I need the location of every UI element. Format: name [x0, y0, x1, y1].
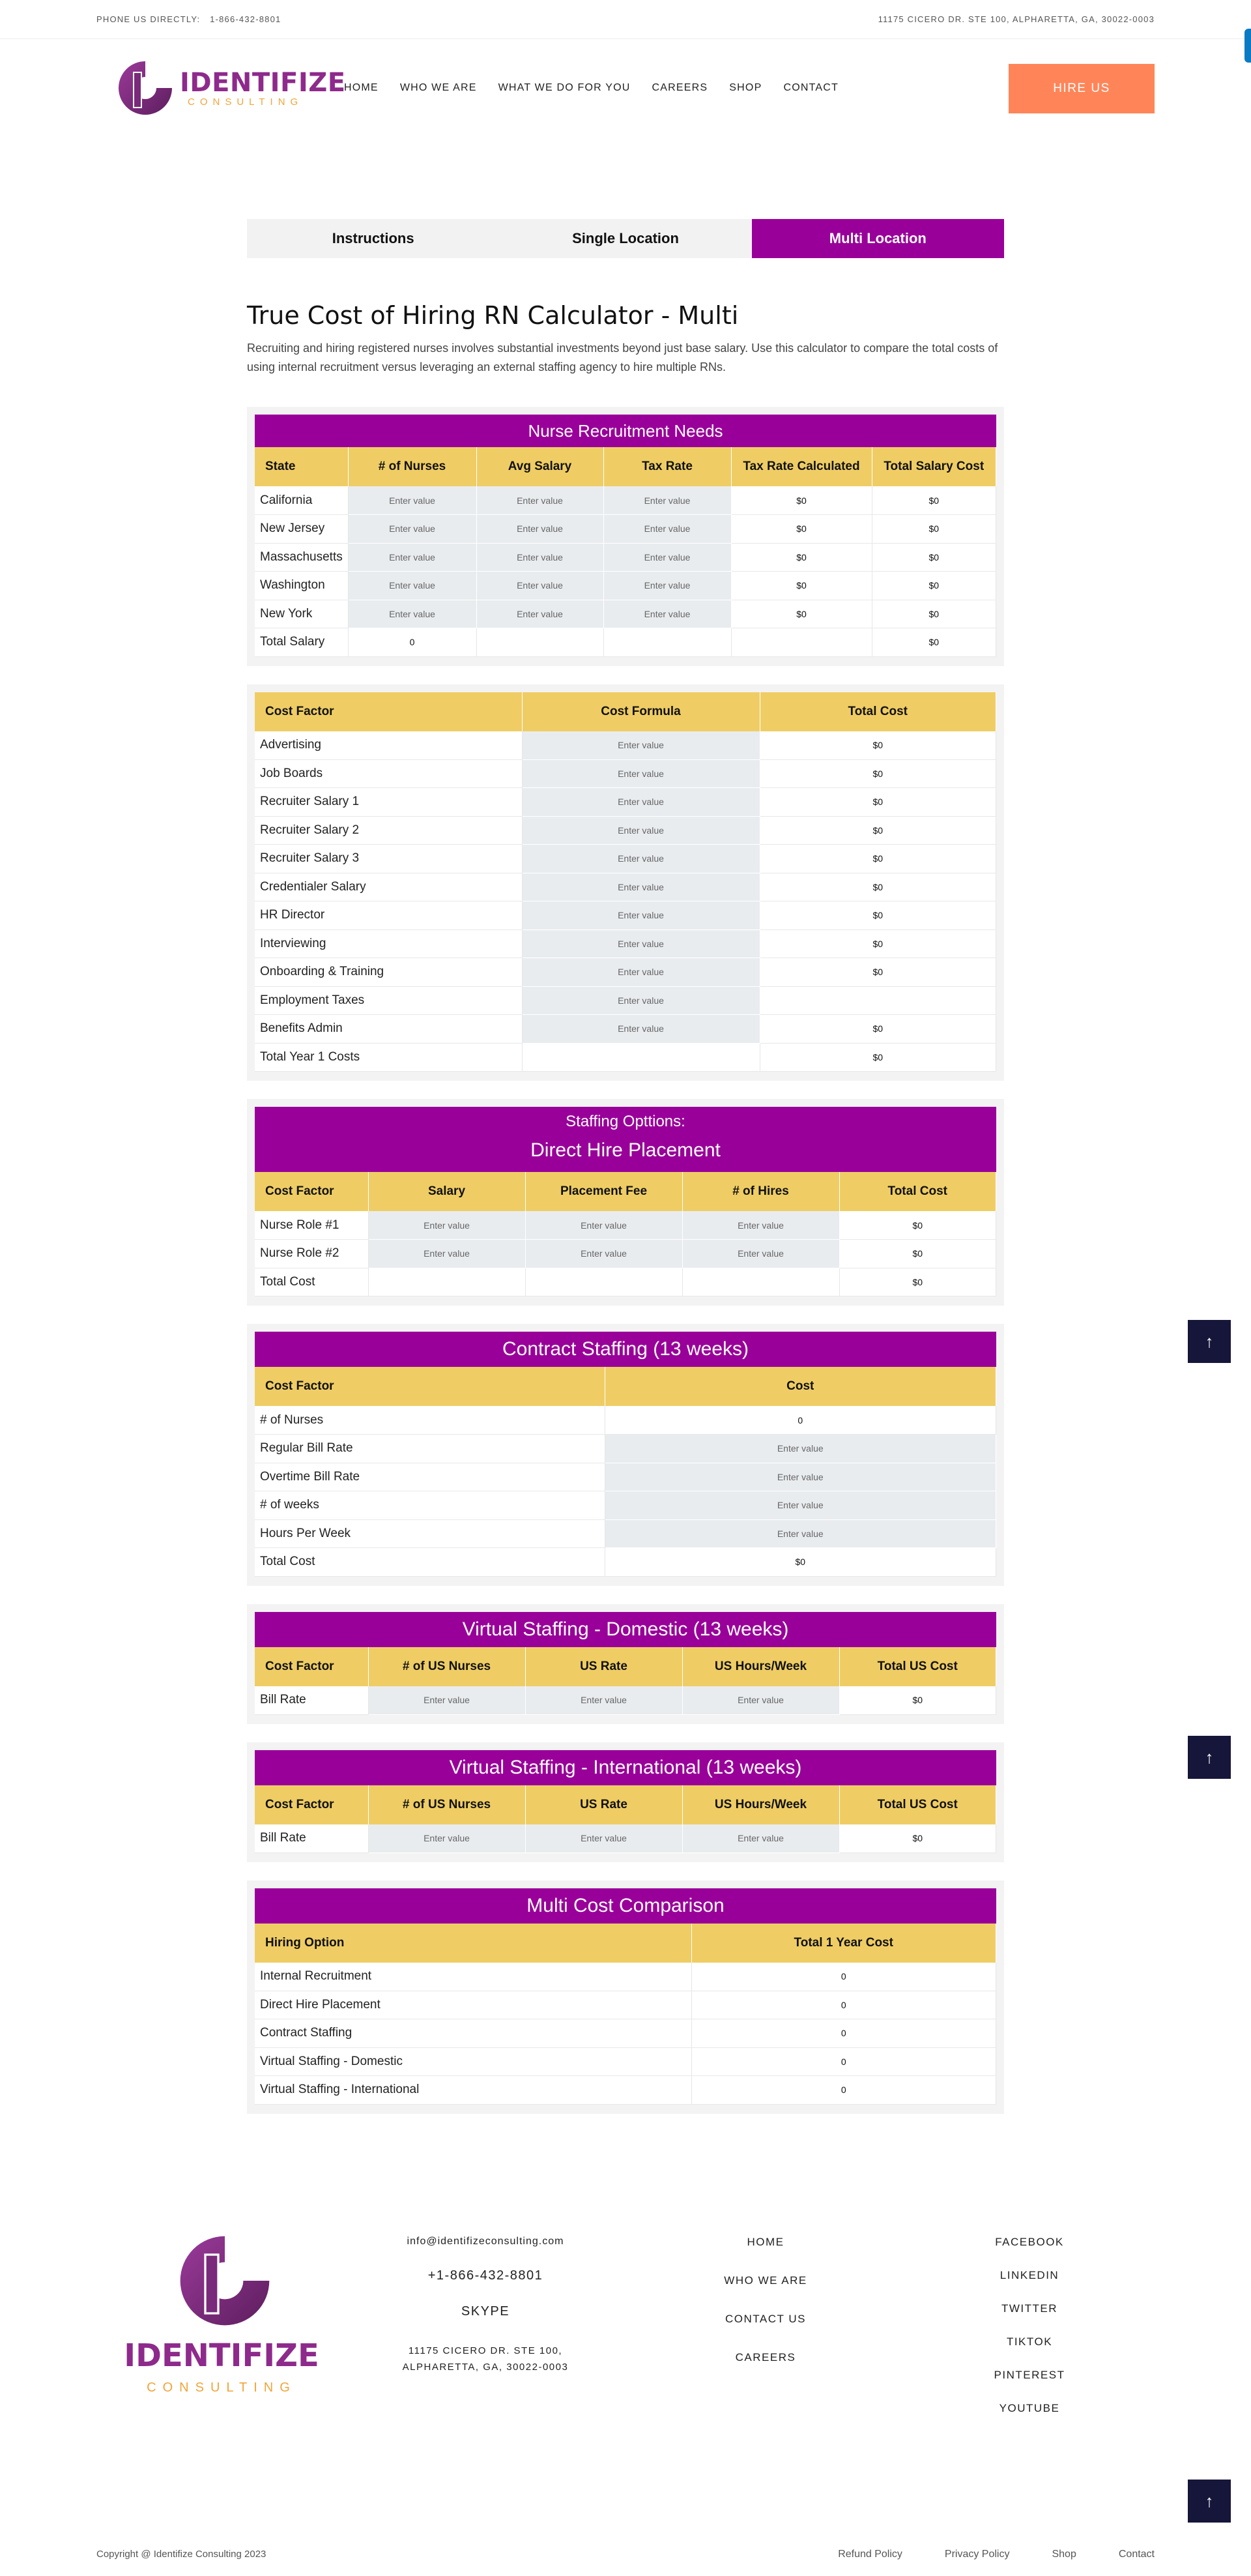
- table-row: [255, 1824, 996, 1853]
- footer-nav: [704, 2236, 827, 2390]
- empty-cell: [522, 1043, 760, 1072]
- bill-rate-label: Bill Rate: [255, 1824, 368, 1853]
- contract-staffing-card: [247, 1324, 1004, 1586]
- cost-formula-input[interactable]: Enter value: [522, 958, 760, 987]
- footer-address-line1: 11175 CICERO DR. STE 100,: [408, 2345, 563, 2356]
- hiring-option-cost: 0: [691, 2019, 996, 2048]
- table-row: [255, 2047, 996, 2076]
- table-row: [255, 543, 996, 572]
- virtual-international-card: [247, 1742, 1004, 1862]
- weeks-input[interactable]: Enter value: [605, 1491, 996, 1520]
- empty-cell: [731, 628, 872, 657]
- tax-rate-input[interactable]: Enter value: [603, 572, 731, 600]
- col-header: Salary: [368, 1172, 525, 1211]
- col-header: Cost Factor: [255, 1785, 368, 1824]
- placement-fee-input[interactable]: Enter value: [525, 1240, 682, 1268]
- page-title: True Cost of Hiring RN Calculator - Multi: [247, 301, 739, 330]
- privacy-policy-link[interactable]: Privacy Policy: [944, 2549, 1010, 2560]
- salary-input[interactable]: Enter value: [368, 1211, 525, 1240]
- top-address: 11175 CICERO DR. STE 100, ALPHARETTA, GA, 30022-0003: [878, 14, 1155, 24]
- total-salary-value: $0: [872, 515, 996, 544]
- col-header: Tax Rate: [603, 447, 731, 486]
- copyright: [96, 2549, 266, 2560]
- scroll-top-button[interactable]: [1188, 1736, 1231, 1779]
- state-label: New Jersey: [255, 515, 348, 544]
- col-header: Cost Formula: [522, 692, 760, 731]
- cost-factor-label: Employment Taxes: [255, 986, 522, 1015]
- site-header: [0, 39, 1251, 137]
- tax-rate-input[interactable]: Enter value: [603, 486, 731, 515]
- direct-hire-table: [255, 1172, 996, 1296]
- footer-twitter-link[interactable]: TWITTER: [1001, 2302, 1058, 2315]
- cost-formula-input[interactable]: Enter value: [522, 1015, 760, 1044]
- col-header: Total Salary Cost: [872, 447, 996, 486]
- nav-contact[interactable]: CONTACT: [783, 82, 839, 93]
- col-header: # of US Nurses: [368, 1647, 525, 1686]
- phone-label: PHONE US DIRECTLY:: [96, 14, 201, 24]
- hiring-option-label: Internal Recruitment: [255, 1963, 691, 1991]
- tax-rate-input[interactable]: Enter value: [603, 515, 731, 544]
- table-row: [255, 486, 996, 515]
- footer-address: [391, 2343, 580, 2375]
- overtime-bill-rate-input[interactable]: Enter value: [605, 1463, 996, 1491]
- page-description: Recruiting and hiring registered nurses involves substantial investments beyond just base salary. Use this calculator to compare the total costs of using internal recruitment versus leveraging an external staffing agency to hire multiple RNs.: [247, 342, 998, 373]
- table-row: [255, 515, 996, 544]
- cost-formula-input[interactable]: Enter value: [522, 873, 760, 901]
- us-rate-input[interactable]: Enter value: [525, 1824, 682, 1853]
- nav-who-we-are[interactable]: WHO WE ARE: [399, 82, 477, 93]
- col-header: Avg Salary: [476, 447, 603, 486]
- copyright-prefix: Copyright @: [96, 2549, 151, 2560]
- comparison-card: [247, 1881, 1004, 2114]
- table-row: [255, 1963, 996, 1991]
- cost-factor-label: Benefits Admin: [255, 1015, 522, 1044]
- footer-skype-link[interactable]: SKYPE: [461, 2304, 510, 2319]
- cost-formula-input[interactable]: Enter value: [522, 759, 760, 788]
- col-header: Total US Cost: [839, 1647, 996, 1686]
- empty-cell: [682, 1268, 839, 1296]
- recruitment-card: [247, 407, 1004, 666]
- direct-hire-card: [247, 1099, 1004, 1306]
- salary-input[interactable]: Enter value: [476, 515, 603, 544]
- footer-pinterest-link[interactable]: PINTEREST: [994, 2369, 1065, 2381]
- total-row: [255, 1043, 996, 1072]
- nav-home[interactable]: HOME: [344, 82, 379, 93]
- arrow-up-icon: ↑: [1205, 2491, 1214, 2511]
- us-nurses-input[interactable]: Enter value: [368, 1824, 525, 1853]
- logo-mark-icon: [116, 59, 175, 117]
- hiring-option-cost: 0: [691, 1991, 996, 2019]
- virtual-domestic-card: [247, 1604, 1004, 1724]
- col-header: Total US Cost: [839, 1785, 996, 1824]
- tax-calculated-value: $0: [731, 486, 872, 515]
- tax-calculated-value: $0: [731, 515, 872, 544]
- cost-total-value: $0: [760, 845, 996, 873]
- table-row: [255, 901, 996, 930]
- nurses-count-value: 0: [605, 1406, 996, 1435]
- nurses-input[interactable]: Enter value: [348, 572, 476, 600]
- table-row: [255, 2019, 996, 2048]
- total-us-cost-value: $0: [839, 1824, 996, 1853]
- table-row: [255, 572, 996, 600]
- table-row: [255, 1463, 996, 1491]
- salary-input[interactable]: Enter value: [368, 1240, 525, 1268]
- cost-total-value: $0: [760, 929, 996, 958]
- us-hours-input[interactable]: Enter value: [682, 1686, 839, 1715]
- us-nurses-input[interactable]: Enter value: [368, 1686, 525, 1715]
- table-row: [255, 816, 996, 845]
- salary-input[interactable]: Enter value: [476, 600, 603, 628]
- table-row: [255, 1686, 996, 1715]
- col-header: Cost Factor: [255, 692, 522, 731]
- table-row: [255, 788, 996, 817]
- table-row: [255, 600, 996, 628]
- footer-nav-who-we-are[interactable]: WHO WE ARE: [724, 2274, 807, 2287]
- refund-policy-link[interactable]: Refund Policy: [838, 2549, 902, 2560]
- virtual-domestic-title: Virtual Staffing - Domestic (13 weeks): [255, 1612, 996, 1647]
- footer-phone-link[interactable]: +1-866-432-8801: [427, 2268, 543, 2283]
- logo-mark-icon: [176, 2232, 274, 2330]
- cost-formula-input[interactable]: Enter value: [522, 816, 760, 845]
- scroll-top-button[interactable]: [1188, 2480, 1231, 2523]
- hours-per-week-label: Hours Per Week: [255, 1519, 605, 1548]
- logo-wordmark: IDENTIFIZE: [180, 67, 346, 98]
- col-header: US Hours/Week: [682, 1785, 839, 1824]
- hours-per-week-input[interactable]: Enter value: [605, 1519, 996, 1548]
- cost-total-value: $0: [760, 958, 996, 987]
- comparison-title: Multi Cost Comparison: [255, 1888, 996, 1924]
- footer-logo-wordmark: IDENTIFIZE: [124, 2337, 319, 2374]
- logo-tagline: CONSULTING: [188, 96, 304, 108]
- footer-facebook-link[interactable]: FACEBOOK: [995, 2236, 1064, 2248]
- total-cost-label: Total Cost: [255, 1268, 368, 1296]
- col-header: Cost Factor: [255, 1367, 605, 1406]
- table-row: [255, 1519, 996, 1548]
- hiring-option-cost: 0: [691, 1963, 996, 1991]
- arrow-up-icon: ↑: [1205, 1747, 1214, 1767]
- table-row: [255, 2076, 996, 2105]
- state-label: Massachusetts: [255, 543, 348, 572]
- footer-tiktok-link[interactable]: TIKTOK: [1006, 2335, 1053, 2348]
- nurses-input[interactable]: Enter value: [348, 600, 476, 628]
- empty-cell: [603, 628, 731, 657]
- role-label: Nurse Role #2: [255, 1240, 368, 1268]
- scroll-top-button[interactable]: [1188, 1320, 1231, 1363]
- tab-instructions[interactable]: Instructions: [332, 230, 414, 246]
- footer-youtube-link[interactable]: YOUTUBE: [999, 2402, 1060, 2414]
- col-header: # of Nurses: [348, 447, 476, 486]
- total-cost-label: Total Cost: [255, 1548, 605, 1577]
- cost-factors-card: [247, 684, 1004, 1081]
- total-salary-label: Total Salary: [255, 628, 348, 657]
- placement-fee-input[interactable]: Enter value: [525, 1211, 682, 1240]
- col-header: Cost: [605, 1367, 996, 1406]
- col-header: # of Hires: [682, 1172, 839, 1211]
- hiring-option-label: Contract Staffing: [255, 2019, 691, 2048]
- footer-legal-links: [796, 2549, 1155, 2560]
- salary-input[interactable]: Enter value: [476, 486, 603, 515]
- phone-number-link[interactable]: 1-866-432-8801: [210, 14, 281, 24]
- direct-hire-title: Direct Hire Placement: [255, 1134, 996, 1172]
- table-row: [255, 1991, 996, 2019]
- table-row: [255, 1211, 996, 1240]
- salary-input[interactable]: Enter value: [476, 543, 603, 572]
- cost-formula-input[interactable]: Enter value: [522, 788, 760, 817]
- empty-cell: [368, 1268, 525, 1296]
- hiring-option-label: Virtual Staffing - Domestic: [255, 2047, 691, 2076]
- empty-cell: [525, 1268, 682, 1296]
- cost-total-value: $0: [760, 873, 996, 901]
- cost-factor-label: Recruiter Salary 1: [255, 788, 522, 817]
- table-row: [255, 958, 996, 987]
- state-label: Washington: [255, 572, 348, 600]
- hiring-option-cost: 0: [691, 2076, 996, 2105]
- tab-single-location[interactable]: Single Location: [572, 230, 679, 246]
- col-header: # of US Nurses: [368, 1785, 525, 1824]
- nurses-input[interactable]: Enter value: [348, 486, 476, 515]
- state-label: New York: [255, 600, 348, 628]
- cost-total-value: [760, 986, 996, 1015]
- us-hours-input[interactable]: Enter value: [682, 1824, 839, 1853]
- salary-input[interactable]: Enter value: [476, 572, 603, 600]
- total-row: [255, 1548, 996, 1577]
- total-salary-value: $0: [872, 486, 996, 515]
- tab-multi-location[interactable]: Multi Location: [752, 219, 1004, 258]
- cost-factor-label: Recruiter Salary 3: [255, 845, 522, 873]
- table-row: [255, 759, 996, 788]
- cost-total-value: $0: [760, 788, 996, 817]
- shop-link[interactable]: Shop: [1052, 2549, 1076, 2560]
- cost-factor-label: Advertising: [255, 731, 522, 760]
- contract-staffing-title: Contract Staffing (13 weeks): [255, 1332, 996, 1367]
- nurses-input[interactable]: Enter value: [348, 515, 476, 544]
- cost-total-value: $0: [760, 731, 996, 760]
- footer-nav-contact-us[interactable]: CONTACT US: [725, 2313, 806, 2325]
- cost-formula-input[interactable]: Enter value: [522, 731, 760, 760]
- main-nav: [344, 82, 860, 94]
- cost-factor-label: Credentialer Salary: [255, 873, 522, 901]
- cost-factors-table: [255, 692, 996, 1072]
- contract-total-value: $0: [605, 1548, 996, 1577]
- hiring-option-label: Virtual Staffing - International: [255, 2076, 691, 2105]
- total-nurses-value: 0: [348, 628, 476, 657]
- role-total-value: $0: [839, 1240, 996, 1268]
- table-row: [255, 929, 996, 958]
- footer-address-line2: ALPHARETTA, GA, 30022-0003: [402, 2362, 569, 2373]
- contact-link[interactable]: Contact: [1118, 2549, 1155, 2560]
- col-header: Hiring Option: [255, 1924, 691, 1963]
- tax-rate-input[interactable]: Enter value: [603, 600, 731, 628]
- table-row: [255, 1491, 996, 1520]
- footer-logo-tagline: CONSULTING: [147, 2380, 296, 2395]
- total-year1-value: $0: [760, 1043, 996, 1072]
- cost-total-value: $0: [760, 759, 996, 788]
- table-row: [255, 731, 996, 760]
- table-row: [255, 1240, 996, 1268]
- total-year1-label: Total Year 1 Costs: [255, 1043, 522, 1072]
- phone-contact: [96, 14, 281, 24]
- cost-formula-input[interactable]: Enter value: [522, 929, 760, 958]
- total-row: [255, 628, 996, 657]
- table-row: [255, 1435, 996, 1463]
- col-header: Total Cost: [839, 1172, 996, 1211]
- footer-logo[interactable]: [121, 2232, 323, 2395]
- recruitment-title: Nurse Recruitment Needs: [255, 415, 996, 447]
- col-header: Total 1 Year Cost: [691, 1924, 996, 1963]
- calculator-main: [247, 219, 1004, 2114]
- total-salary-cost-value: $0: [872, 628, 996, 657]
- cost-factor-label: Onboarding & Training: [255, 958, 522, 987]
- col-header: Cost Factor: [255, 1172, 368, 1211]
- cost-total-value: $0: [760, 901, 996, 930]
- calculator-tabs: [247, 219, 1004, 258]
- cost-factor-label: Interviewing: [255, 929, 522, 958]
- hires-input[interactable]: Enter value: [682, 1211, 839, 1240]
- contract-staffing-table: [255, 1367, 996, 1577]
- comparison-table: [255, 1924, 996, 2105]
- regular-bill-rate-label: Regular Bill Rate: [255, 1435, 605, 1463]
- direct-hire-total-value: $0: [839, 1268, 996, 1296]
- col-header: State: [255, 447, 348, 486]
- footer-contact: [391, 2236, 580, 2375]
- top-bar: [0, 0, 1251, 39]
- total-row: [255, 1268, 996, 1296]
- footer-social: [974, 2236, 1085, 2435]
- staffing-options-title: Staffing Opttions:: [255, 1107, 996, 1134]
- col-header: Cost Factor: [255, 1647, 368, 1686]
- nurses-count-label: # of Nurses: [255, 1406, 605, 1435]
- weeks-label: # of weeks: [255, 1491, 605, 1520]
- cost-formula-input[interactable]: Enter value: [522, 901, 760, 930]
- nav-careers[interactable]: CAREERS: [652, 82, 708, 93]
- recruitment-table: [255, 447, 996, 657]
- state-label: California: [255, 486, 348, 515]
- role-total-value: $0: [839, 1211, 996, 1240]
- hiring-option-cost: 0: [691, 2047, 996, 2076]
- total-salary-value: $0: [872, 600, 996, 628]
- table-row: [255, 873, 996, 901]
- virtual-international-title: Virtual Staffing - International (13 weeks): [255, 1750, 996, 1785]
- hires-input[interactable]: Enter value: [682, 1240, 839, 1268]
- cost-formula-input[interactable]: Enter value: [522, 845, 760, 873]
- table-row: [255, 1015, 996, 1044]
- total-us-cost-value: $0: [839, 1686, 996, 1715]
- col-header: Tax Rate Calculated: [731, 447, 872, 486]
- nav-what-we-do[interactable]: WHAT WE DO FOR YOU: [498, 82, 631, 93]
- hire-us-button[interactable]: HIRE US: [1009, 64, 1155, 113]
- total-salary-value: $0: [872, 572, 996, 600]
- virtual-international-table: [255, 1785, 996, 1853]
- table-row: [255, 845, 996, 873]
- empty-cell: [476, 628, 603, 657]
- regular-bill-rate-input[interactable]: Enter value: [605, 1435, 996, 1463]
- total-salary-value: $0: [872, 543, 996, 572]
- copyright-brand-link[interactable]: Identifize Consulting 2023: [153, 2549, 266, 2560]
- nav-shop[interactable]: SHOP: [729, 82, 762, 93]
- footer-email-link[interactable]: info@identifizeconsulting.com: [407, 2236, 564, 2247]
- us-rate-input[interactable]: Enter value: [525, 1686, 682, 1715]
- nurses-input[interactable]: Enter value: [348, 543, 476, 572]
- arrow-up-icon: ↑: [1205, 1331, 1214, 1351]
- footer-nav-home[interactable]: HOME: [747, 2236, 784, 2248]
- cost-factor-label: Job Boards: [255, 759, 522, 788]
- cost-formula-input[interactable]: Enter value: [522, 986, 760, 1015]
- col-header: US Rate: [525, 1647, 682, 1686]
- col-header: US Hours/Week: [682, 1647, 839, 1686]
- site-logo[interactable]: [116, 59, 344, 117]
- tax-calculated-value: $0: [731, 600, 872, 628]
- col-header: Placement Fee: [525, 1172, 682, 1211]
- tax-calculated-value: $0: [731, 572, 872, 600]
- cost-total-value: $0: [760, 1015, 996, 1044]
- tax-rate-input[interactable]: Enter value: [603, 543, 731, 572]
- footer-nav-careers[interactable]: CAREERS: [735, 2351, 796, 2364]
- bill-rate-label: Bill Rate: [255, 1686, 368, 1715]
- virtual-domestic-table: [255, 1647, 996, 1715]
- hiring-option-label: Direct Hire Placement: [255, 1991, 691, 2019]
- footer-linkedin-link[interactable]: LINKEDIN: [999, 2269, 1059, 2281]
- tax-calculated-value: $0: [731, 543, 872, 572]
- col-header: Total Cost: [760, 692, 996, 731]
- role-label: Nurse Role #1: [255, 1211, 368, 1240]
- col-header: US Rate: [525, 1785, 682, 1824]
- table-row: [255, 1406, 996, 1435]
- cost-factor-label: HR Director: [255, 901, 522, 930]
- table-row: [255, 986, 996, 1015]
- overtime-bill-rate-label: Overtime Bill Rate: [255, 1463, 605, 1491]
- cost-total-value: $0: [760, 816, 996, 845]
- cost-factor-label: Recruiter Salary 2: [255, 816, 522, 845]
